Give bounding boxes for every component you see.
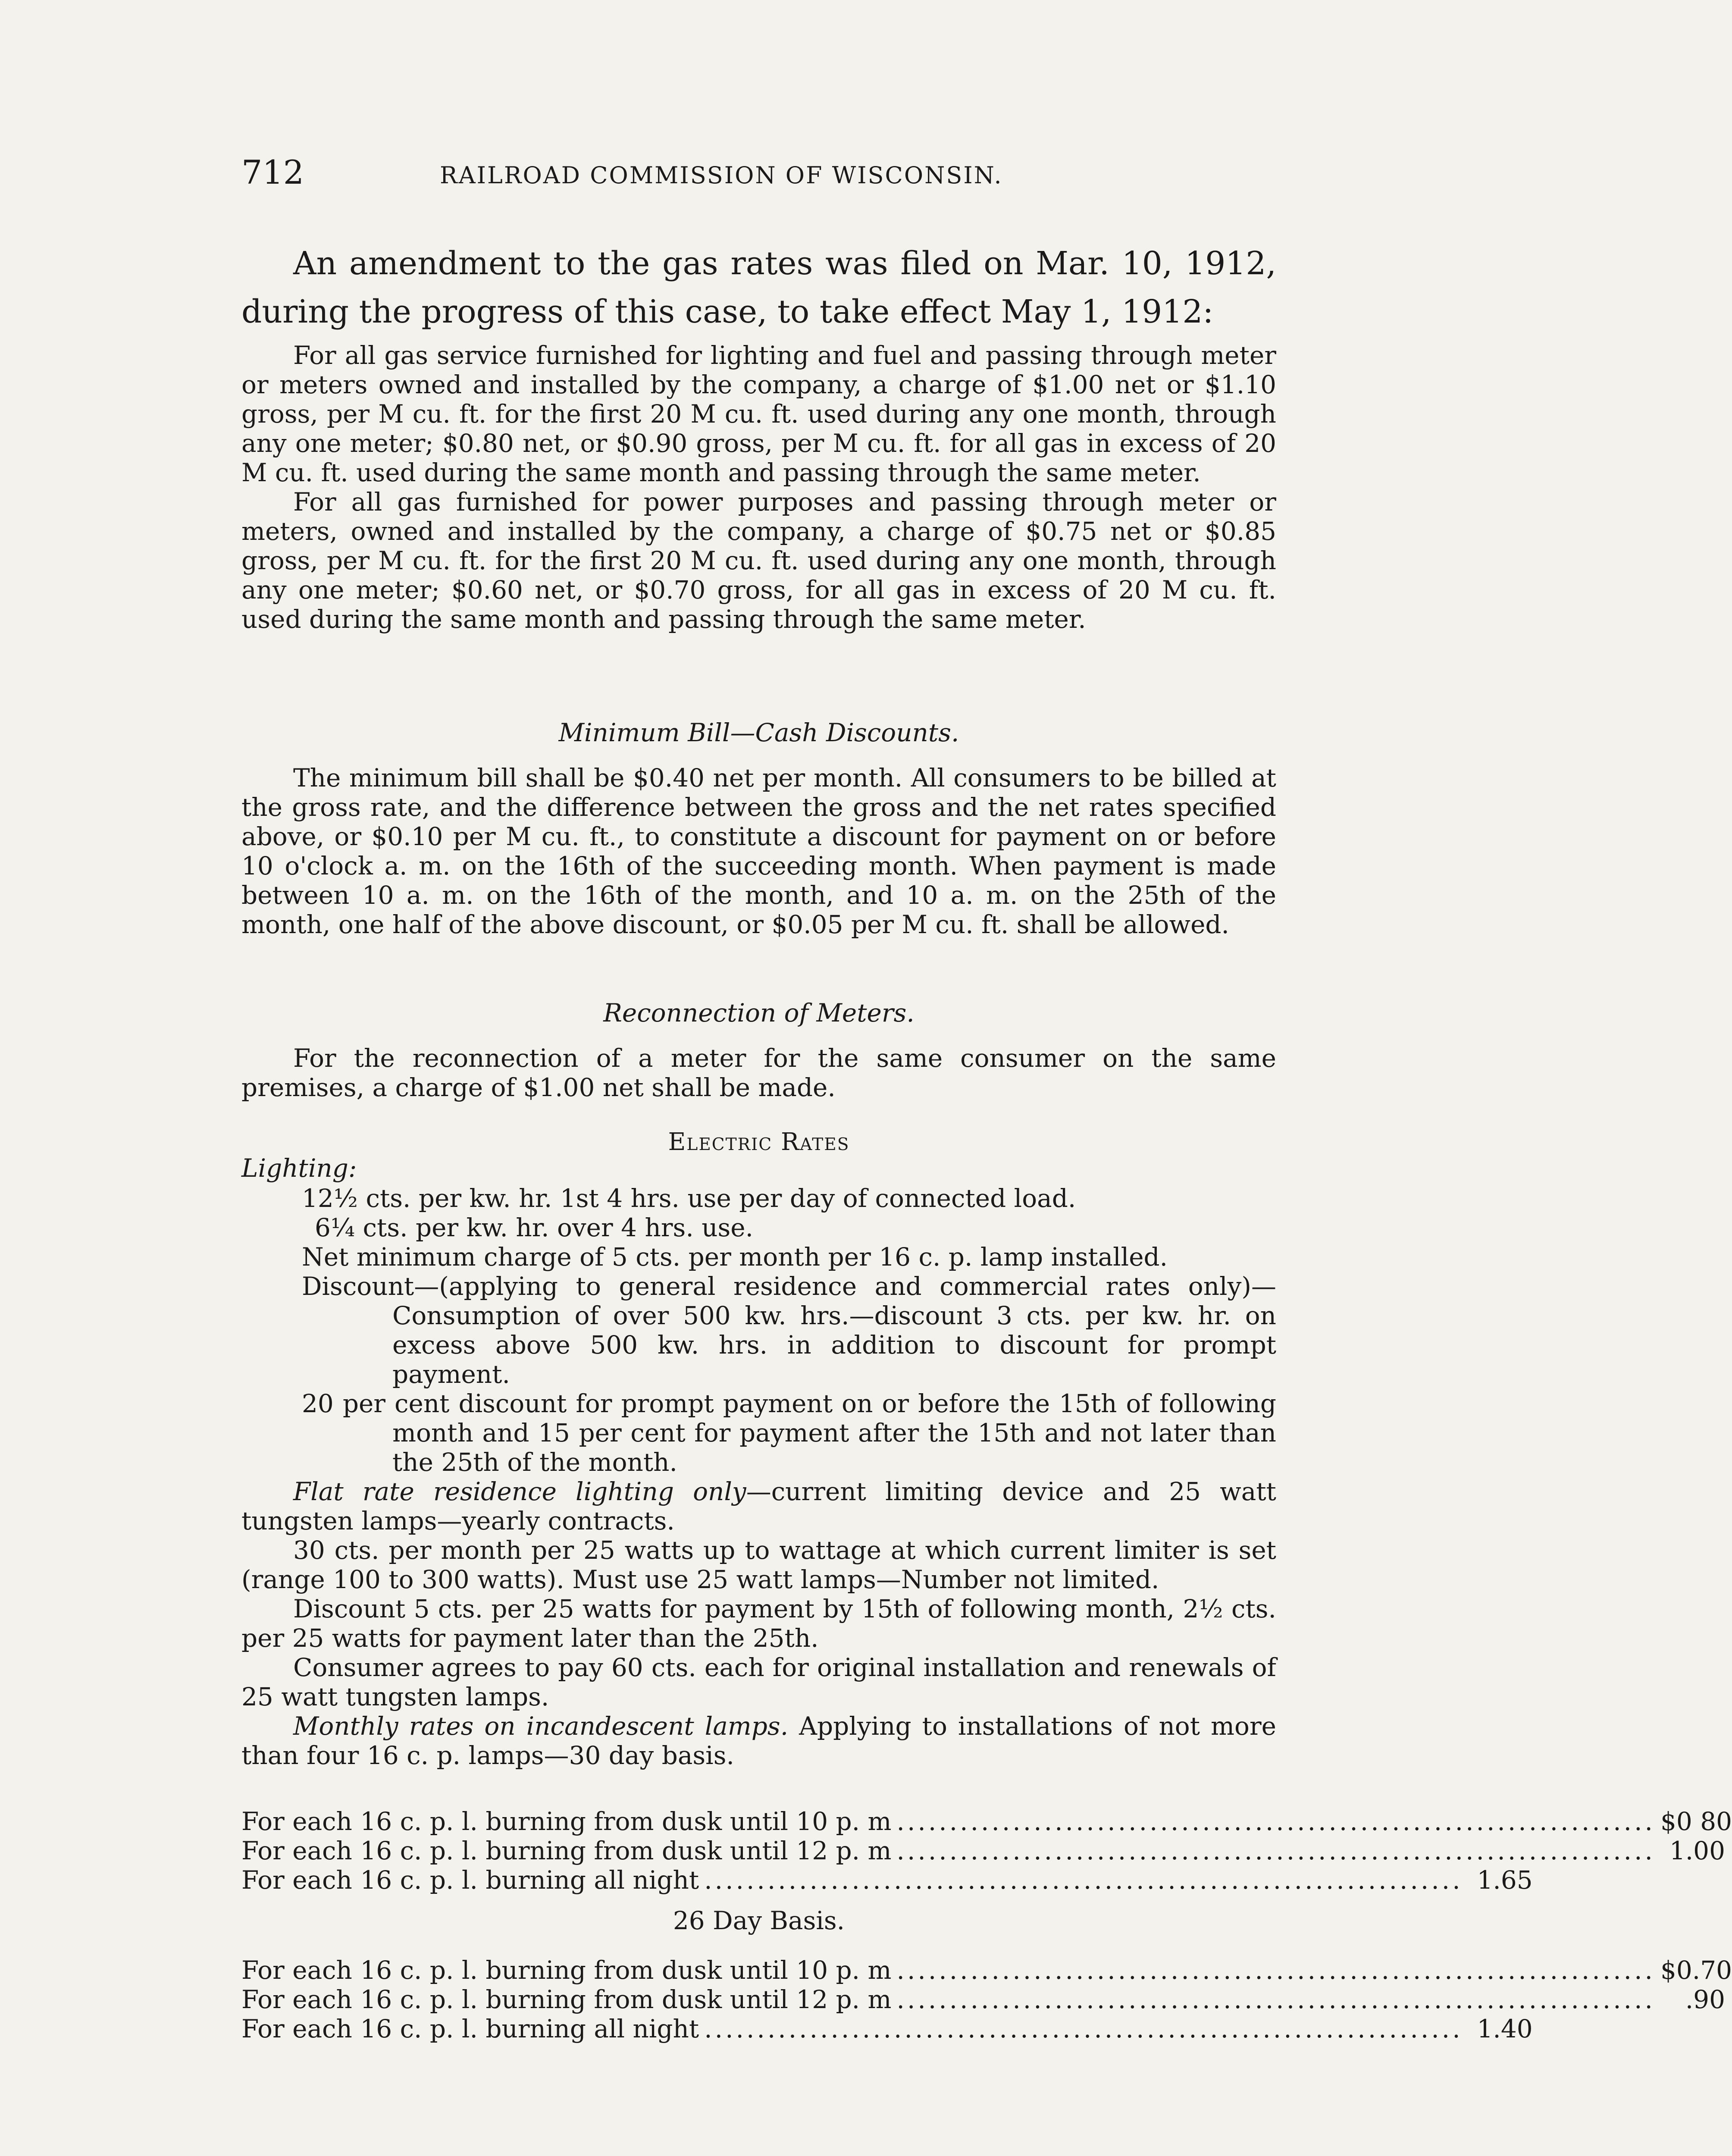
lighting-minimum-line: Net minimum charge of 5 cts. per month per 16 c. p. lamp installed. bbox=[302, 1242, 1168, 1272]
page-number: 712 bbox=[241, 153, 304, 191]
lighting-label: Lighting: bbox=[241, 1153, 357, 1183]
reconnection-paragraph: For the reconnection of a meter for the same consumer on the same premises, a charge of $1.00 net shall be made. bbox=[241, 1044, 1276, 1102]
rate-value: 1.40 bbox=[1477, 2014, 1533, 2043]
gas-lighting-fuel-paragraph: For all gas service furnished for lighting and fuel and passing through meter or meters owned and installed by the company, a charge of $1.00 net or $1.10 gross, per M cu. ft. for the first 20 M cu. ft. used during any one month, through any one meter; $0.80 net, or $0.90 gross, per M cu. ft. for all gas in excess of 20 M cu. ft. used during the same month and passing through the same meter. bbox=[241, 341, 1276, 487]
lighting-rate-line-1: 12½ cts. per kw. hr. 1st 4 hrs. use per day of connected load. bbox=[302, 1184, 1076, 1213]
minimum-bill-section bbox=[241, 763, 1276, 939]
electric-rates-heading: Electric Rates bbox=[668, 1128, 850, 1156]
reconnection-section bbox=[241, 1044, 1276, 1102]
electric-lighting-section bbox=[241, 1184, 1276, 1770]
rates-26-day-table bbox=[241, 1955, 1732, 2043]
basis-26-heading: 26 Day Basis. bbox=[673, 1906, 845, 1935]
rates-30-day-table bbox=[241, 1807, 1732, 1895]
rate-row bbox=[241, 1985, 1725, 2014]
dot-leader: ........................................................................ bbox=[704, 1865, 1463, 1895]
dot-leader: ........................................................................ bbox=[896, 1985, 1655, 2014]
dot-leader: ........................................................................ bbox=[896, 1955, 1655, 1985]
running-title: RAILROAD COMMISSION OF WISCONSIN. bbox=[440, 162, 1003, 189]
dot-leader: ........................................................................ bbox=[896, 1836, 1655, 1865]
monthly-rates-label: Monthly rates on incandescent lamps. bbox=[293, 1711, 789, 1741]
intro-paragraph: An amendment to the gas rates was filed on Mar. 10, 1912, during the progress of this case, to take effect May 1, 1912: bbox=[241, 245, 1276, 330]
reconnection-heading: Reconnection of Meters. bbox=[603, 998, 915, 1028]
rate-label: For each 16 c. p. l. burning from dusk until 12 p. m bbox=[241, 1985, 892, 2014]
discount-paragraph-2: 20 per cent discount for prompt payment on or before the 15th of following month and 15 per cent for payment after the 15th and not later than the 25th of the month. bbox=[302, 1389, 1276, 1477]
rate-label: For each 16 c. p. l. burning all night bbox=[241, 2014, 699, 2043]
flat-rate-paragraph-4: Consumer agrees to pay 60 cts. each for original installation and renewals of 25 watt tungsten lamps. bbox=[241, 1653, 1276, 1711]
flat-rate-section bbox=[241, 1477, 1276, 1770]
flat-rate-paragraph bbox=[241, 1477, 1276, 1536]
gas-rates-section bbox=[241, 341, 1276, 634]
flat-rate-label: Flat rate residence lighting only bbox=[293, 1477, 746, 1506]
rate-row bbox=[241, 1955, 1732, 1985]
rate-value: 1.65 bbox=[1477, 1865, 1533, 1895]
rate-value: .90 bbox=[1685, 1985, 1725, 2014]
dot-leader: ........................................................................ bbox=[704, 2014, 1463, 2043]
rate-row bbox=[241, 1807, 1732, 1836]
rate-label: For each 16 c. p. l. burning from dusk until 12 p. m bbox=[241, 1836, 892, 1865]
monthly-rates-paragraph bbox=[241, 1711, 1276, 1770]
flat-rate-paragraph-2: 30 cts. per month per 25 watts up to wattage at which current limiter is set (range 100 to 300 watts). Must use 25 watt lamps—Number not limited. bbox=[241, 1536, 1276, 1594]
rate-value: 1.00 bbox=[1669, 1836, 1725, 1865]
flat-rate-text: —current limiting device and 25 watt tungsten lamps—yearly contracts. bbox=[241, 1477, 1276, 1536]
minimum-bill-paragraph: The minimum bill shall be $0.40 net per month. All consumers to be billed at the gross rate, and the difference between the gross and the net rates specified above, or $0.10 per M cu. ft., to constitute a discount for payment on or before 10 o'clock a. m. on the 16th of the succeeding month. When payment is made between 10 a. m. on the 16th of the month, and 10 a. m. on the 25th of the month, one half of the above discount, or $0.05 per M cu. ft. shall be allowed. bbox=[241, 763, 1276, 939]
dot-leader: ........................................................................ bbox=[896, 1807, 1655, 1836]
discount-paragraph-1: Discount—(applying to general residence and commercial rates only)—Consumption of over 500 kw. hrs.—discount 3 cts. per kw. hr. on excess above 500 kw. hrs. in addition to discount for prompt payment. bbox=[302, 1272, 1276, 1389]
rate-row bbox=[241, 2014, 1533, 2043]
lighting-rate-line-2: 6¼ cts. per kw. hr. over 4 hrs. use. bbox=[315, 1213, 754, 1242]
minimum-bill-heading: Minimum Bill—Cash Discounts. bbox=[558, 718, 959, 747]
gas-power-paragraph: For all gas furnished for power purposes and passing through meter or meters, owned and installed by the company, a charge of $0.75 net or $0.85 gross, per M cu. ft. for the first 20 M cu. ft. used during any one month, through any one meter; $0.60 net, or $0.70 gross, for all gas in excess of 20 M cu. ft. used during the same month and passing through the same meter. bbox=[241, 487, 1276, 634]
rate-value: $0.70 bbox=[1660, 1955, 1732, 1985]
monthly-rates-text: Applying to installations of not more than four 16 c. p. lamps—30 day basis. bbox=[241, 1711, 1276, 1770]
rate-row bbox=[241, 1865, 1533, 1895]
page-header bbox=[241, 153, 1276, 196]
flat-rate-paragraph-3: Discount 5 cts. per 25 watts for payment by 15th of following month, 2½ cts. per 25 watts for payment later than the 25th. bbox=[241, 1594, 1276, 1653]
rate-value: $0 80 bbox=[1660, 1807, 1732, 1836]
rate-label: For each 16 c. p. l. burning all night bbox=[241, 1865, 699, 1895]
rate-row bbox=[241, 1836, 1725, 1865]
rate-label: For each 16 c. p. l. burning from dusk until 10 p. m bbox=[241, 1807, 892, 1836]
rate-label: For each 16 c. p. l. burning from dusk until 10 p. m bbox=[241, 1955, 892, 1985]
